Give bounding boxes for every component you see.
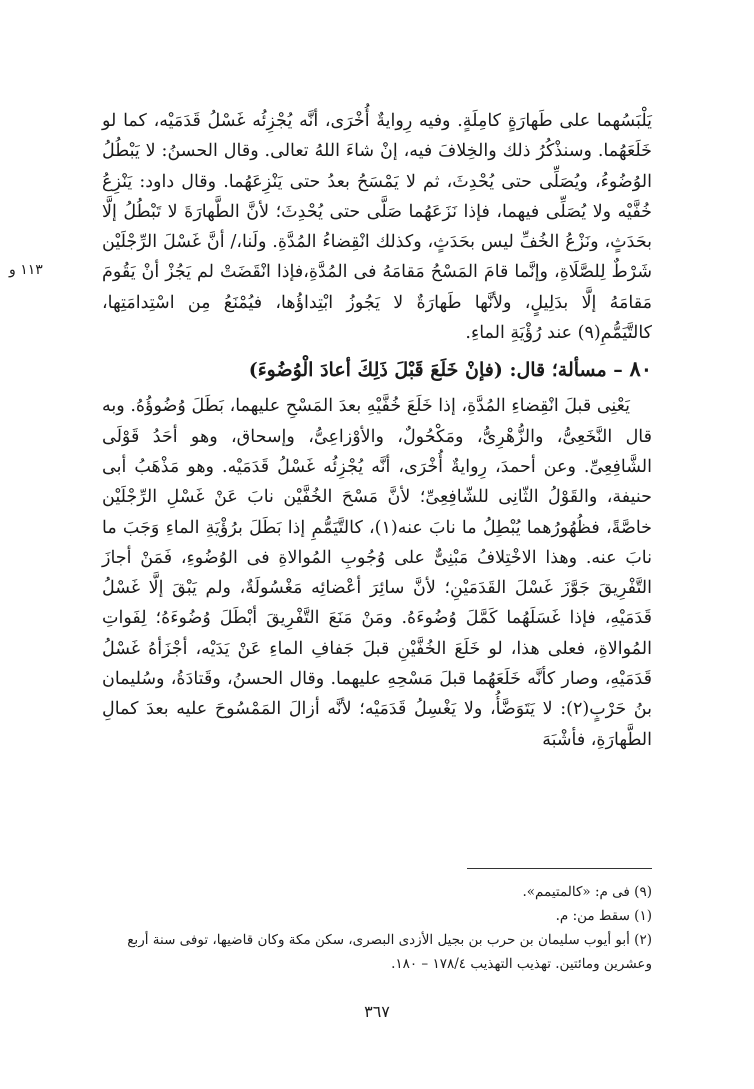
footnotes (102, 880, 652, 976)
masala-number: ٨٠ (629, 356, 652, 382)
footnote-9: (٩) فى م: «كالمتيمم». (522, 884, 652, 900)
footnote-1: (١) سقط من: م. (555, 908, 652, 924)
main-text (102, 106, 652, 755)
masala-quote: (فإنْ خَلَعَ قَبْلَ ذَلِكَ أعادَ الْوُضُوءَ) (248, 359, 503, 382)
page-number: ٣٦٧ (364, 1002, 390, 1021)
masala-heading (102, 348, 652, 391)
footnote-2: (٢) أبو أيوب سليمان بن حرب بن بجيل الأزدى البصرى، سكن مكة وكان قاضيها، توفى سنة أربع وعشرين ومائتين. تهذيب التهذيب ١٧٨/٤ – ١٨٠. (127, 932, 652, 972)
masala-prefix: – مسألة؛ قال: (509, 359, 623, 382)
paragraph-commentary: يَعْنِى قبلَ انْقِضاءِ المُدَّةِ، إذا خَلَعَ خُفَّيْهِ بعدَ المَسْحِ عليهما، بَطَلَ وُضُوؤُهُ. وبه قال النَّخَعِىُّ، والزُّهْرِىُّ، ومَكْحُولٌ، والأوْزاعِىُّ، وإسحاق، وهو أحَدُ قَوْلَى الشَّافِعِىِّ. وعن أحمدَ، رِوايةٌ أُخْرَى، أنَّه يُجْزِئُه غَسْلُ قَدَمَيْه. وهو مَذْهَبُ أبى حنيفة، والقَوْلُ الثّانِى للشّافِعِىِّ؛ لأنَّ مَسْحَ الخُفَّيْن نابَ عَنْ غَسْلِ الرِّجْلَيْن خاصَّةً، فظُهُورُهما يُبْطِلُ ما نابَ عنه(١)، كالتَّيَمُّمِ إذا بَطَلَ برُؤْيَةِ الماءِ وَجَبَ ما نابَ عنه. وهذا الاخْتِلافُ مَبْنِىٌّ على وُجُوبِ المُوالاةِ فى الوُضُوءِ، فَمَنْ أجازَ التَّفْرِيقَ جَوَّزَ غَسْلَ القَدَمَيْنِ؛ لأنَّ سائِرَ أعْضائِه مَغْسُولَةٌ، ولم يَبْقَ إلَّا غَسْلُ قَدَمَيْهِ، فإذا غَسَلَهُما كَمَّلَ وُضُوءَهُ. ومَنْ مَنَعَ التَّفْرِيقَ أبْطَلَ وُضُوءَهُ؛ لِفَواتِ المُوالاةِ، فعلى هذا، لو خَلَعَ الخُفَّيْنِ قبلَ جَفافِ الماءِ عَنْ يَدَيْه، أجْزَأهُ غَسْلُ قَدَمَيْهِ، وصار كأنَّه خَلَعَهُما قبلَ مَسْحِهِ عليهما. وقال الحسنُ، وقَتادَةُ، وسُليمان بنُ حَرْبٍ(٢): لا يَتَوَضَّأُ، ولا يَغْسِلُ قَدَمَيْه؛ لأنَّه أزالَ المَمْسُوحَ عليه بعدَ كمالِ الطَّهارَةِ، فأشْبَهَ (102, 396, 653, 750)
margin-folio-note: ١١٣ و (9, 262, 43, 278)
footnote-divider (467, 868, 652, 869)
paragraph-continuation: يَلْبَسُهما على طَهارَةٍ كامِلَةٍ. وفيه رِوايةٌ أُخْرَى، أنَّه يُجْزِئُه غَسْلُ قَدَمَيْه، كما لو خَلَعَهُما. وسنذْكُرُ ذلك والخِلافَ فيه، إنْ شاءَ اللهُ تعالى. وقال الحسنُ: لا يَبْطُلُ الوُضُوءُ، ويُصَلِّى حتى يُحْدِثَ، ثم لا يَمْسَحُ بعدُ حتى يَنْزِعَهُما. وقال داود: يَنْزِعُ خُفَّيْه ولا يُصَلِّى فيهما، فإذا نَزَعَهُما صَلَّى حتى يُحْدِثَ؛ لأنَّ الطَّهارَةَ لا تَبْطُلُ إلَّا بحَدَثٍ، ونَزْعُ الخُفِّ ليس بحَدَثٍ، وكذلك انْقِضاءُ المُدَّةِ. ولَنا،/ أنَّ غَسْلَ الرِّجْلَيْن شَرْطٌ لِلصَّلَاةِ، وإنَّما قامَ المَسْحُ مَقامَهُ فى المُدَّةِ،فإذا انْقَضَتْ لم يَجُزْ أنْ يَقُومَ مَقامَهُ إلَّا بدَلِيلٍ، ولأنَّها طَهارَةٌ لا يَجُوزُ ابْتِداؤُها، فيُمْنَعُ مِن اسْتِدامَتِها، كالتَّيَمُّمِ(٩) عند رُؤْيَةِ الماءِ. (102, 111, 652, 344)
